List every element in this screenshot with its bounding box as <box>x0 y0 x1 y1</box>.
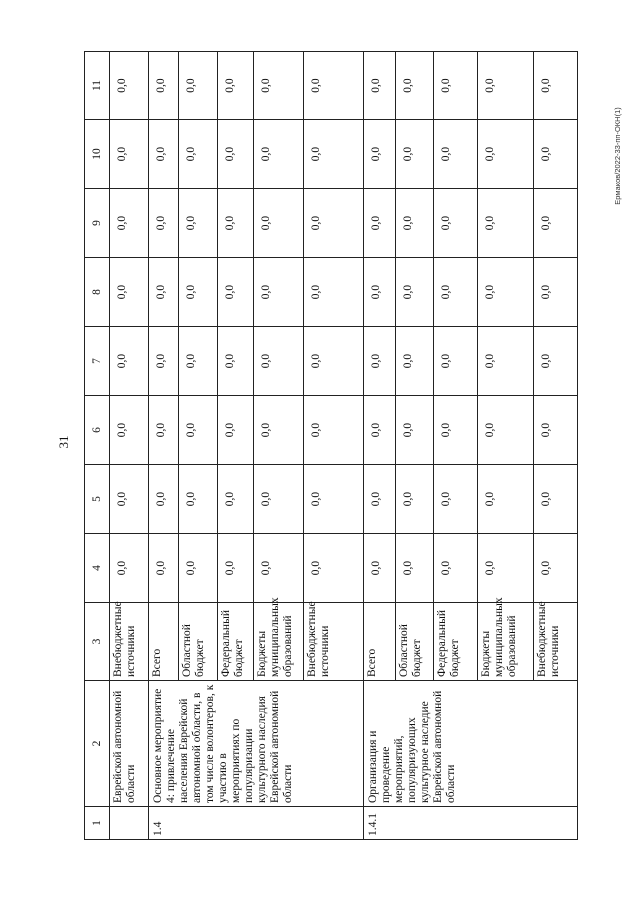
value-cell: 0,0 <box>218 52 254 120</box>
col-header: 5 <box>85 465 110 534</box>
value-cell: 0,0 <box>254 396 304 465</box>
value-cell: 0,0 <box>110 327 149 396</box>
value-cell: 0,0 <box>364 534 396 603</box>
value-cell: 0,0 <box>254 52 304 120</box>
value-cell: 0,0 <box>478 258 534 327</box>
col-header: 6 <box>85 396 110 465</box>
value-cell: 0,0 <box>110 52 149 120</box>
value-cell: 0,0 <box>179 327 218 396</box>
value-cell: 0,0 <box>304 258 364 327</box>
value-cell: 0,0 <box>396 327 434 396</box>
col-header: 11 <box>85 52 110 120</box>
value-cell: 0,0 <box>304 120 364 189</box>
value-cell: 0,0 <box>304 327 364 396</box>
col-header: 10 <box>85 120 110 189</box>
table-row <box>364 52 396 840</box>
value-cell: 0,0 <box>149 396 179 465</box>
funding-table <box>84 51 578 840</box>
value-cell: 0,0 <box>110 534 149 603</box>
value-cell: 0,0 <box>434 534 478 603</box>
value-cell: 0,0 <box>149 189 179 258</box>
source-cell: Бюджеты муниципальных образований <box>478 603 534 681</box>
value-cell: 0,0 <box>110 465 149 534</box>
value-cell: 0,0 <box>534 258 578 327</box>
value-cell: 0,0 <box>478 327 534 396</box>
value-cell: 0,0 <box>364 396 396 465</box>
row-id: 1.4 <box>149 807 364 840</box>
value-cell: 0,0 <box>364 52 396 120</box>
source-cell: Внебюджетные источники <box>304 603 364 681</box>
value-cell: 0,0 <box>179 534 218 603</box>
value-cell: 0,0 <box>478 52 534 120</box>
value-cell: 0,0 <box>179 189 218 258</box>
value-cell: 0,0 <box>254 465 304 534</box>
value-cell: 0,0 <box>179 52 218 120</box>
value-cell: 0,0 <box>254 534 304 603</box>
value-cell: 0,0 <box>364 258 396 327</box>
source-cell: Бюджеты муниципальных образований <box>254 603 304 681</box>
value-cell: 0,0 <box>304 465 364 534</box>
value-cell: 0,0 <box>304 534 364 603</box>
value-cell: 0,0 <box>434 327 478 396</box>
value-cell: 0,0 <box>110 189 149 258</box>
value-cell: 0,0 <box>149 465 179 534</box>
page-number: 31 <box>56 435 71 449</box>
value-cell: 0,0 <box>218 465 254 534</box>
col-header: 2 <box>85 681 110 807</box>
value-cell: 0,0 <box>218 189 254 258</box>
value-cell: 0,0 <box>304 189 364 258</box>
source-cell: Всего <box>364 603 396 681</box>
source-cell: Всего <box>149 603 179 681</box>
source-cell: Внебюджетные источники <box>534 603 578 681</box>
value-cell: 0,0 <box>434 189 478 258</box>
value-cell: 0,0 <box>396 534 434 603</box>
value-cell: 0,0 <box>434 465 478 534</box>
source-cell: Федеральный бюджет <box>434 603 478 681</box>
value-cell: 0,0 <box>218 258 254 327</box>
value-cell: 0,0 <box>218 327 254 396</box>
value-cell: 0,0 <box>304 52 364 120</box>
value-cell: 0,0 <box>364 327 396 396</box>
event-cell: Организация и проведение мероприятий, популяризующих культурное наследие Еврейской автономной области <box>364 681 578 807</box>
value-cell: 0,0 <box>478 189 534 258</box>
value-cell: 0,0 <box>434 52 478 120</box>
value-cell: 0,0 <box>478 534 534 603</box>
value-cell: 0,0 <box>396 465 434 534</box>
row-id <box>110 807 149 840</box>
value-cell: 0,0 <box>364 465 396 534</box>
value-cell: 0,0 <box>254 258 304 327</box>
value-cell: 0,0 <box>534 120 578 189</box>
source-cell: Областной бюджет <box>179 603 218 681</box>
value-cell: 0,0 <box>396 120 434 189</box>
value-cell: 0,0 <box>478 396 534 465</box>
value-cell: 0,0 <box>364 120 396 189</box>
value-cell: 0,0 <box>434 120 478 189</box>
value-cell: 0,0 <box>110 258 149 327</box>
table-row <box>149 52 179 840</box>
value-cell: 0,0 <box>110 396 149 465</box>
value-cell: 0,0 <box>304 396 364 465</box>
value-cell: 0,0 <box>534 465 578 534</box>
row-id: 1.4.1 <box>364 807 578 840</box>
header-row <box>85 52 110 840</box>
value-cell: 0,0 <box>218 534 254 603</box>
value-cell: 0,0 <box>478 120 534 189</box>
value-cell: 0,0 <box>179 120 218 189</box>
col-header: 7 <box>85 327 110 396</box>
table-row <box>110 52 149 840</box>
value-cell: 0,0 <box>179 465 218 534</box>
value-cell: 0,0 <box>149 52 179 120</box>
value-cell: 0,0 <box>534 534 578 603</box>
value-cell: 0,0 <box>534 396 578 465</box>
col-header: 3 <box>85 603 110 681</box>
source-cell: Федеральный бюджет <box>218 603 254 681</box>
value-cell: 0,0 <box>149 534 179 603</box>
value-cell: 0,0 <box>218 120 254 189</box>
value-cell: 0,0 <box>364 189 396 258</box>
value-cell: 0,0 <box>534 327 578 396</box>
value-cell: 0,0 <box>534 52 578 120</box>
value-cell: 0,0 <box>149 120 179 189</box>
source-cell: Областной бюджет <box>396 603 434 681</box>
value-cell: 0,0 <box>254 327 304 396</box>
value-cell: 0,0 <box>218 396 254 465</box>
event-cell: Основное мероприятие 4: привлечение населения Еврейской автономной области, в том числе волонтеров, к участию в мероприятиях по популяризации культурного наследия Еврейской автономной области <box>149 681 364 807</box>
value-cell: 0,0 <box>396 189 434 258</box>
col-header: 9 <box>85 189 110 258</box>
value-cell: 0,0 <box>396 396 434 465</box>
document-id: Ермаков/2022-33-пп-ОКН(1) <box>613 107 622 205</box>
value-cell: 0,0 <box>434 396 478 465</box>
value-cell: 0,0 <box>254 120 304 189</box>
value-cell: 0,0 <box>149 258 179 327</box>
value-cell: 0,0 <box>396 52 434 120</box>
source-cell: Внебюджетные источники <box>110 603 149 681</box>
value-cell: 0,0 <box>478 465 534 534</box>
value-cell: 0,0 <box>434 258 478 327</box>
col-header: 4 <box>85 534 110 603</box>
funding-table-wrapper <box>84 52 561 840</box>
col-header: 1 <box>85 807 110 840</box>
value-cell: 0,0 <box>534 189 578 258</box>
value-cell: 0,0 <box>179 396 218 465</box>
value-cell: 0,0 <box>149 327 179 396</box>
col-header: 8 <box>85 258 110 327</box>
value-cell: 0,0 <box>179 258 218 327</box>
event-cell: Еврейской автономной области <box>110 681 149 807</box>
value-cell: 0,0 <box>396 258 434 327</box>
value-cell: 0,0 <box>254 189 304 258</box>
value-cell: 0,0 <box>110 120 149 189</box>
